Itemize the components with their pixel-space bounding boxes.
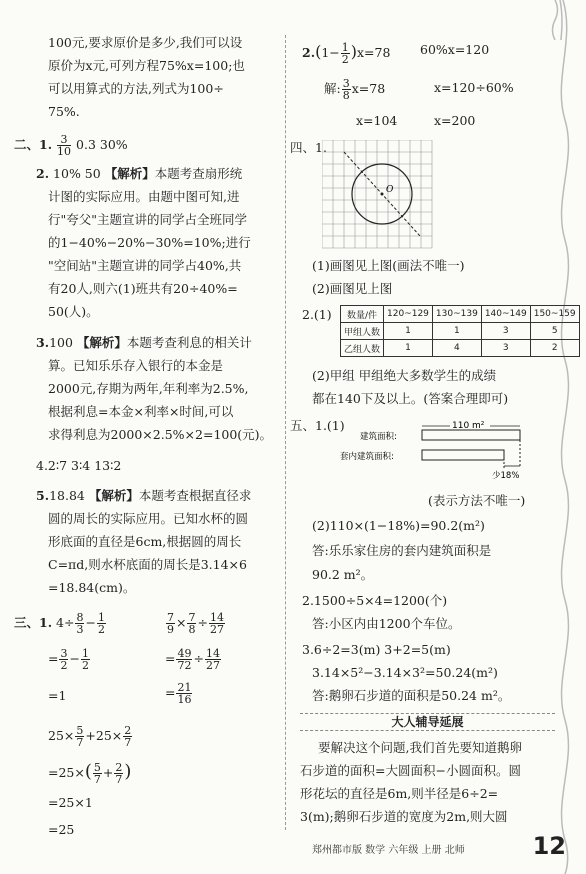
page-footer: 郑州都市版 数学 六年级 上册 北师 — [312, 845, 465, 856]
svg-text:建筑面积:: 建筑面积: — [360, 432, 397, 442]
text-line: 2.1500÷5×4=1200(个) — [302, 593, 448, 608]
svg-text:套内建筑面积:: 套内建筑面积: — [340, 452, 394, 462]
text-line: 3(m);鹅卵石步道的宽度为2m,则大圆 — [300, 809, 508, 824]
text-line: 行"夸父"主题宣讲的同学占全班同学 — [48, 212, 247, 227]
text-line: 75%. — [48, 104, 80, 119]
q3-line: 3.100 【解析】本题考查利息的相关计 — [36, 335, 252, 350]
svg-text:110 m²: 110 m² — [452, 421, 485, 431]
table-row — [341, 340, 580, 357]
section-label: 五、1.(1) — [290, 418, 345, 433]
text-line: 有20人,则六(1)班共有20÷40%= — [48, 281, 238, 296]
table-cell: 1 — [432, 323, 481, 340]
text-line: 形花坛的直径是6m,则半径是6÷2= — [300, 786, 499, 801]
analysis-tag: 【解析】 — [76, 335, 127, 350]
text-line: 90.2 m²。 — [312, 567, 374, 582]
calc-row: = $\frac{49}{72}$ ÷ $\frac{14}{27}$ — [165, 647, 220, 672]
table-header-cell: 140~149 — [481, 306, 530, 323]
text-line: 石步道的面积=大圆面积−小圆面积。圆 — [300, 763, 521, 778]
table-cell: 2 — [530, 340, 579, 357]
text-line: "空间站"主题宣讲的同学占40%,共 — [48, 258, 242, 273]
text-line: 算。已知乐乐存入银行的本金是 — [48, 358, 224, 373]
text-line: 50(人)。 — [48, 304, 99, 319]
calc-row: $\frac{7}{9}$ × $\frac{7}{8}$ ÷ $\frac{14}{27}$ — [167, 611, 224, 636]
table-header-row — [341, 306, 580, 323]
text-line: (2)甲组 甲组绝大多数学生的成绩 — [312, 368, 497, 383]
table-cell: 3 — [481, 323, 530, 340]
grid-circle-figure — [322, 140, 440, 250]
calc-row: 25× $\frac{5}{7}$ +25× $\frac{2}{7}$ — [48, 724, 132, 749]
calc-row: 三、1. 4÷ $\frac{8}{3}$ − $\frac{1}{2}$ — [14, 611, 105, 636]
eq-row: x=104 — [356, 113, 398, 128]
table-cell: 4 — [432, 340, 481, 357]
text-line: 答:鹅卵石步道的面积是50.24 m²。 — [312, 688, 511, 703]
table-header-cell: 数量/件 — [341, 306, 384, 323]
text-line: 计图的实际应用。由题中图可知,进 — [48, 189, 240, 204]
text-line: 可以用算式的方法,列式为100÷ — [48, 81, 224, 96]
calc-row: =1 — [48, 688, 67, 703]
text-line: 的1−40%−20%−30%=10%;进行 — [48, 235, 251, 250]
section-label: 二、1. — [14, 137, 53, 152]
frequency-table — [340, 305, 580, 357]
text-line: 100元,要求原价是多少,我们可以设 — [48, 35, 243, 50]
text-line: C=πd,则水杯底面的周长是3.14×6 — [48, 557, 247, 572]
analysis-tag: 【解析】 — [88, 488, 139, 503]
q5-line: 5.18.84 【解析】本题考查根据直径求 — [36, 488, 252, 503]
area-bar-diagram — [340, 418, 550, 480]
eq-row: x=200 — [434, 113, 476, 128]
center-label: O — [386, 185, 394, 195]
section-label: 2.(1) — [302, 307, 332, 322]
calc-row: =25×( $\frac{5}{7}$ + $\frac{2}{7}$ ) — [48, 761, 132, 786]
text-line: 形底面的直径是6cm,根据圆的周长 — [48, 534, 242, 549]
text-line: 3.14×5²−3.14×3²=50.24(m²) — [312, 665, 498, 680]
svg-text:少18%: 少18% — [492, 471, 520, 480]
analysis-tag: 【解析】 — [104, 166, 155, 181]
column-divider — [285, 35, 286, 830]
text-line: (2)110×(1−18%)=90.2(m²) — [312, 518, 485, 533]
calc-row: = $\frac{3}{2}$ − $\frac{1}{2}$ — [48, 647, 89, 672]
text-line: (2)画图见上图 — [312, 281, 393, 296]
wavy-border-decoration — [0, 0, 586, 40]
table-cell: 1 — [384, 340, 433, 357]
eq-row: 2.(1− $\frac{1}{2}$ )x=78 — [302, 41, 391, 66]
eq-row: x=120÷60% — [434, 80, 514, 95]
text-line: 根据利息=本金×利率×时间,可以 — [48, 404, 234, 419]
page-number: 12 — [532, 832, 566, 860]
table-cell: 1 — [384, 323, 433, 340]
text-line: 都在140下及以上。(答案合理即可) — [312, 391, 509, 406]
table-header-cell: 150~159 — [530, 306, 579, 323]
q2-line: 2. 10% 50 【解析】本题考查扇形统 — [36, 166, 243, 181]
table-header-cell: 120~129 — [384, 306, 433, 323]
table-row — [341, 323, 580, 340]
right-wavy-edge — [553, 0, 583, 874]
answer-text: 0.3 30% — [76, 137, 128, 152]
table-cell: 3 — [481, 340, 530, 357]
text-line: 圆的周长的实际应用。已知水杯的圆 — [48, 511, 249, 526]
section-two-answer — [14, 134, 128, 157]
text-line: 求得利息为2000×2.5%×2=100(元)。 — [48, 427, 273, 442]
tutor-box-title: 大人辅导延展 — [300, 713, 555, 731]
table-cell: 甲组人数 — [341, 323, 384, 340]
text-line: 3.6÷2=3(m) 3+2=5(m) — [302, 642, 451, 657]
text-line: 要解决这个问题,我们首先要知道鹅卵 — [318, 740, 522, 755]
text-line: (表示方法不唯一) — [428, 493, 526, 508]
table-header-cell: 130~139 — [432, 306, 481, 323]
text-line: 原价为x元,可列方程75%x=100;也 — [48, 58, 245, 73]
table-cell: 5 — [530, 323, 579, 340]
calc-row: = $\frac{21}{16}$ — [165, 681, 192, 706]
text-line: 答:乐乐家住房的套内建筑面积是 — [312, 543, 492, 558]
calc-row: =25 — [48, 822, 75, 837]
fraction: $\frac{3}{10}$ — [57, 133, 72, 158]
eq-row: 解: $\frac{3}{8}$ x=78 — [324, 77, 386, 102]
table-cell: 乙组人数 — [341, 340, 384, 357]
text-line: 2000元,存期为两年,年利率为2.5%, — [48, 381, 249, 396]
text-line: =18.84(cm)。 — [48, 580, 136, 595]
section-label: 三、1. — [14, 615, 53, 630]
section-label: 四、1. — [290, 140, 327, 155]
text-line: 答:小区内由1200个车位。 — [312, 616, 461, 631]
eq-row: 60%x=120 — [420, 42, 490, 57]
q4-line: 4.2∶7 3∶4 13∶2 — [36, 458, 122, 473]
calc-row: =25×1 — [48, 795, 93, 810]
text-line: (1)画图见上图(画法不唯一) — [312, 258, 465, 273]
